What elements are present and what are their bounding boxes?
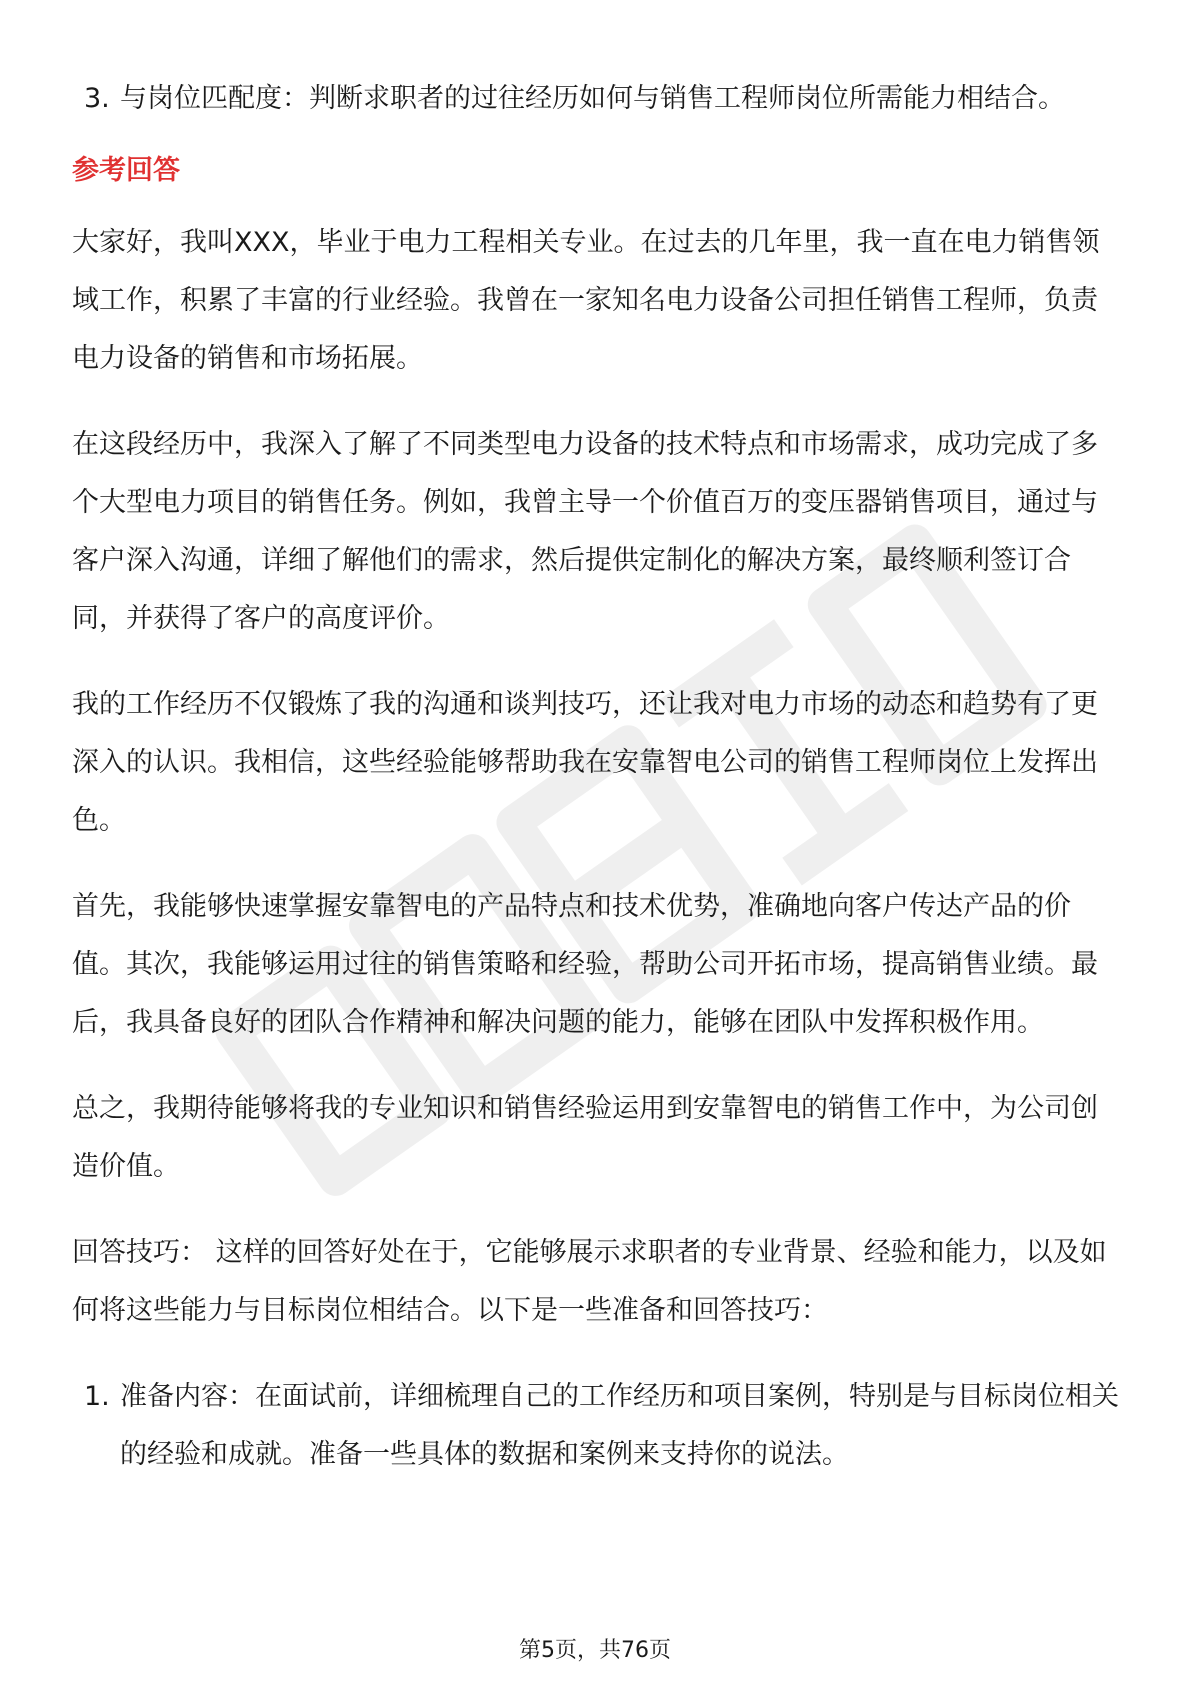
paragraph-skills: 我的工作经历不仅锻炼了我的沟通和谈判技巧，还让我对电力市场的动态和趋势有了更深入的认识。我相信，这些经验能够帮助我在安靠智电公司的销售工程师岗位上发挥出色。 <box>72 689 1098 836</box>
list-item-text: 准备内容：在面试前，详细梳理自己的工作经历和项目案例，特别是与目标岗位相关的经验和成就。准备一些具体的数据和案例来支持你的说法。 <box>120 1381 1119 1470</box>
document-body <box>72 70 1122 1484</box>
paragraph-tips: 回答技巧： 这样的回答好处在于，它能够展示求职者的专业背景、经验和能力，以及如何将这些能力与目标岗位相结合。以下是一些准备和回答技巧： <box>72 1237 1107 1326</box>
list-item <box>72 70 1122 128</box>
paragraph-conclusion: 总之，我期待能够将我的专业知识和销售经验运用到安靠智电的销售工作中，为公司创造价值。 <box>72 1093 1098 1182</box>
list-item <box>72 1368 1122 1484</box>
section-heading: 参考回答 <box>72 155 180 186</box>
list-number: 3. <box>84 83 110 114</box>
paragraph-experience: 在这段经历中，我深入了解了不同类型电力设备的技术特点和市场需求，成功完成了多个大型电力项目的销售任务。例如，我曾主导一个价值百万的变压器销售项目，通过与客户深入沟通，详细了解他们的需求，然后提供定制化的解决方案，最终顺利签订合同，并获得了客户的高度评价。 <box>72 429 1098 634</box>
page-number-footer: 第5页，共76页 <box>519 1638 671 1663</box>
list-number: 1. <box>84 1381 110 1412</box>
paragraph-strengths: 首先，我能够快速掌握安靠智电的产品特点和技术优势，准确地向客户传达产品的价值。其次，我能够运用过往的销售策略和经验，帮助公司开拓市场，提高销售业绩。最后，我具备良好的团队合作精神和解决问题的能力，能够在团队中发挥积极作用。 <box>72 891 1098 1038</box>
list-item-text: 与岗位匹配度：判断求职者的过往经历如何与销售工程师岗位所需能力相结合。 <box>120 83 1065 114</box>
paragraph-intro: 大家好，我叫XXX，毕业于电力工程相关专业。在过去的几年里，我一直在电力销售领域工作，积累了丰富的行业经验。我曾在一家知名电力设备公司担任销售工程师，负责电力设备的销售和市场拓展。 <box>72 227 1100 374</box>
